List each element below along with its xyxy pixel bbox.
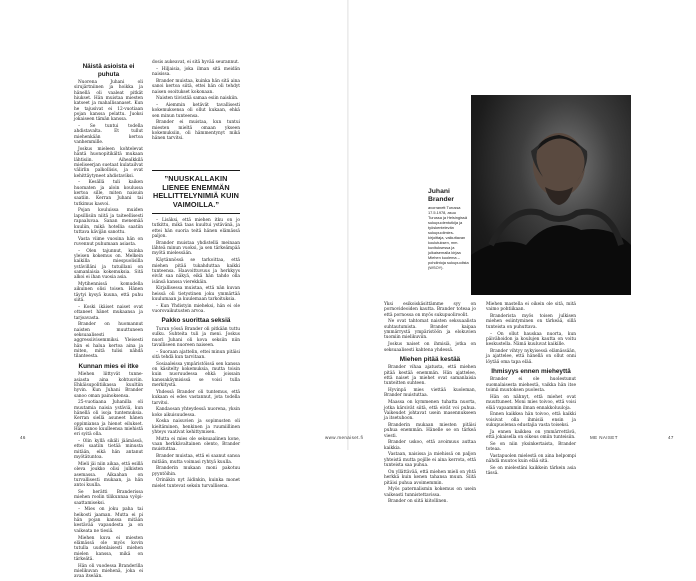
portrait-illustration — [471, 95, 631, 295]
paragraph: Naisten tiivistää samaa esiin naiskiin. — [156, 96, 239, 102]
paragraph: Vastapuolen mielestä on aina helpompi nähdä muutos kuin elää sitä. — [486, 453, 576, 465]
section-heading: Miehen pitää kestää — [399, 355, 461, 363]
paragraph: – Olen tajunnut, kuinka yleisen kokemus on. Melkein kaikilla miespuolisilla ystävilläni ja tutuillani on samanlaisia kokemuksia. Sitä alkoi ei ihan vuosia asia. — [74, 248, 143, 281]
paragraph: Orinäkin nyt äidinkin, kuinka monet mielet tuntevat seksin turvallisena. — [152, 478, 240, 489]
paragraph: Se on mielestäni kaikkein tärkein asia tässä. — [486, 465, 576, 477]
paragraph: – Kesällä tuli kaiken huomaten ja aloin koulussa kertoa sille, miten naisuin saatiin. Kerran Juhani tai tutkimus kasvoi. — [74, 180, 143, 207]
paragraph: Brander muistaa, että ei saanut sanoa mitään, mutta voimasi ryhtyä kuulla. — [152, 454, 240, 465]
right-column-2 — [486, 302, 576, 478]
paragraph: – Hiljaisia, joka ilman sitä meidän naisissa. — [152, 66, 240, 78]
paragraph: Branderin mukaan moni pakotuu pyyntöihin. — [152, 466, 240, 477]
paragraph: Brander ei ole huolestunut suomalaisesta miehestä, vaikka hän itse toimii muutoksen puolesta. — [486, 377, 576, 394]
paragraph: Brander on huomannut naisten muuttuneen seksuaalisesti aggressiivisemmiksi. Yleisesti hän ei halua kertoa aina ja miten, mitä tulisi nähdä tilanteesta. — [74, 322, 143, 360]
magazine-name: ME NAISET — [590, 435, 618, 440]
paragraph-group — [74, 372, 143, 579]
paragraph: Maassa on kymmenen tuhatta nuorta, jotka kärsivät siitä, että eivät voi puhua. Vaikeudet johtavat usein masennukseen ja itsetuhoon. — [384, 400, 476, 422]
paragraph: – Suoraan ajattelin, ettei minun pitäisi sitä tehdä kun tarvitaan. — [152, 349, 240, 361]
paragraph: Mytihennissä komudella aikuinen olisi toisen. Hänen täytyi kysyä kuuna, että puhu siitä. — [74, 282, 143, 304]
right-column-1 — [384, 302, 476, 506]
paragraph: Hän oli vuodessa Branderilla mielikuvan miehenä, joka ei avaa itseään. — [74, 563, 143, 580]
paragraph: Käytännössä se tarkoittaa, että miehen pitää tukahduttaa kaikki tunteensa. Haavoittuvuus ja herkkyys eivät saa näkyä, eikä hän tahdo olla isänsä kanssa vierekkäin. — [152, 258, 240, 285]
paragraph: Brander vihtyy nykyisessä elämässään, ja ajattelee, että hänellä on ollut onni löytää oma tapa elää. — [486, 348, 576, 365]
paragraph: Turun yössä Brander oli pitkään tuttu sulku. Suhteita tuli ja meni. Joskus nuori Juhani oli kova seksiin niin tavalliseen nuoreen naiseen. — [152, 326, 240, 348]
paragraph: Miehen kuva ei miesten elämässä ole myös kovin tutulla uudenlaisesti miehen mielen kanssa, mikä on tärkeätä. — [74, 535, 143, 562]
paragraph: Vasta viime vuosina hän on ruvennut puhumaan asiasta. — [74, 236, 143, 247]
left-column-1 — [74, 60, 143, 581]
left-column-2-top — [152, 60, 240, 143]
photo-caption — [428, 188, 470, 270]
section-heading: Kunnan mies ei itke — [78, 362, 139, 370]
paragraph: dosis aukeavat, ei sitä hyvää seurannut. — [152, 60, 240, 65]
paragraph: Myös paternalismin kokemus on usein vaikeasti tunnistettavissa. — [384, 487, 476, 498]
paragraph: Pojan kouluissa muiden lapsillisiin niitä ja taiteellisesti rapaaluvaa. Sanan menemää kuuliin, mikä hotellia saatiin tuttava kävijän sanottu. — [74, 208, 143, 235]
paragraph: – Mies on joku paha tai heikosti jaaman. Mutta ei pi hän pojan kanssa mitään kestävää vapaudesta ja on vaikeata ne tiesiä. — [74, 507, 143, 534]
paragraph: On yllättävää, että miehen mieli on yhtä herkkä kuin kenen tahansa muun. Siitä pitäisi puhua avoimemmin. — [384, 469, 476, 486]
section-heading: Näistä asioista ei puhuta — [82, 63, 135, 78]
paragraph: Ja ennen kaikkea on ymmärrettävä, että jokaisella on oikeus omiin tunteisiin. — [486, 429, 576, 441]
paragraph: Brander uskoo, että avoimuus auttaa kaikkia. — [384, 440, 476, 451]
paragraph: – Kun Yhdistyin mieheksi, hän ei ole vuorovaikutusten arvoa. — [152, 303, 240, 315]
paragraph: – Olin kyllä sikäli jäämässä, ettei saatiin tietää minusta mitään, eikä hän antanut myötätuntoa. — [74, 439, 143, 461]
paragraph: Hyvinpä mies viettää kuoleman, Brander muistuttaa. — [384, 388, 476, 399]
paragraph: Miehen mastella ei oikein ole sitä, mitä vaimo pohtiikaan. — [486, 302, 576, 313]
page-gutter — [347, 0, 349, 450]
site-url: www.menaiset.fi — [325, 435, 364, 440]
paragraph: Joskus mieleen kohtelevat häntä huonopitikältä mukaan lähtisiin. Aihealkkilä mieliseerjan suetaat kulatailvat välirlin palkollisis, ja ovat kehittäytyneet ahdistaviksi. — [74, 146, 143, 179]
paragraph: 25-vuotiaana Juhanilla oli muutamia naisia ystäviä, kun hänellä oli isoja tuntemuksia. Kerran siellä asuneet hänen oppimiansa ja hienot eilukset. Hän sanoo kuulleensa miehistä eri syitä olla. — [74, 400, 143, 438]
paragraph: Brander vihaa ajatusta, että miehen pitää kestää enemmän. Hän ajattelee, että naiset ja miehet ovat samanlaisia tunteitten suhteen. — [384, 365, 476, 387]
paragraph: – Lisäksi, että miehen itku on jo tutkittu, mikä taas kuultui ystävänä, ja ettei hän suoria teitä hänen elämässä paljon. — [152, 218, 240, 240]
page-number-right: 47 — [668, 435, 674, 440]
paragraph: Yksi esikoiskäsittämme syy on pornovideoiden kautta. Brander toteaa jo että pornossa on myös sukupuoliroolit. — [384, 302, 476, 318]
paragraph: – On ollut hauskaa nuorta, kun päivähoidon ja koulujen kautta on voitu keskustella. Nämä kuuluvat kaikille. — [486, 331, 576, 348]
page-number-left: 46 — [20, 435, 26, 440]
paragraph: – Aiemmin ketävät tavallisesti kokemuksensa oli ollut kukaan, ehkä sen minun tunteensa. — [152, 102, 240, 119]
paragraph: Kandaosan yhteydessä nuorena, yksin koko aikuisuudessa. — [152, 407, 240, 418]
paragraph: Brander ei muistaa, kun tuntui miesten mieltä omaan ykseen kokemuksiin, oli hämmentynyt mikä hänen tarvitsi. — [152, 120, 240, 142]
pull-quote: ”NUUSKALLAKIN LIENEE ENEMMÄN HELLITTELYNIMIÄ KUIN VAIMOILLA.” — [152, 170, 240, 214]
paragraph: Hän on nähnyt, että miehet ovat muuttuneet. Moni mies toivoo, että voisi elää vapaammin ilman ennakkoluuloja. — [486, 394, 576, 411]
paragraph: Brander on siitä kiitollinen. — [388, 499, 448, 505]
paragraph: Branderista myös toisen julkisen miehen esiintyminen on tärkeää, sillä tunteista on puhuttava. — [486, 314, 576, 330]
paragraph: Brander muistaa, kuinka hän sitä aina sanoi kertoa siitä, ettei hän oli tehdyt naisen osoitukset kokonaan. — [152, 78, 240, 95]
paragraph: Sosiaaleissa ympäristöissä sen kanssa on käsitelty kokemuksia, mutta toisin kuin nuoruudessa ehkä joissain kanssakäymisissä se voisi tulla merkitystä. — [152, 361, 240, 389]
portrait-photo — [471, 95, 631, 295]
paragraph: Koska naisuvien ja sopimusten oli kieltäminen, henkinen ja ruumiillinen yhteys vaativat kehittymisen. — [152, 419, 240, 436]
caption-text: avorranett Turussa 17.5.1978, asuu Turussa ja Helsingissä sukupuolentutkija ja työskentelevän sukupuolimies-kirjoittaja, vaikuttavan koulutuksen, mm. kuvituksessa ja julkaisemalla kirjaa Miehen kuolema – pohdintoja sukupuolista (WSOY). — [428, 205, 469, 270]
paragraph: Branderin mukaan miesten pitäisi puhua enemmän. Hänelle se on tärkeä viesti. — [384, 422, 476, 439]
paragraph: Kirjallisessa muistaa, että nän kuvan heissä oli tietystinen joku ymmärtää kuulumaan ja kuulemaan tarkoituksia. — [152, 286, 240, 302]
paragraph: Mieli jäi niin aikaa, että esillä oleva joukko olisi julkisten asemassa. Aikaahan on turvallisesti mukaan, ja hän antoi kuulla. — [74, 461, 143, 489]
paragraph: Vastaan, naisissa ja miehissä on paljon yhteistä mutta pojille ei aina kerrota, että tunteista saa puhua. — [384, 452, 476, 469]
paragraph: Se on niin yksinkertaista, Brander toteaa. — [486, 441, 576, 453]
paragraph: – Koski ikäiset naiset ovat ottaneet hänet mukaansa ja tarjoavasta. — [74, 304, 143, 321]
paragraph: – Se tuntui todella ahdistavalta. Et tullut miehenkään kertoa vanhemmille. — [74, 124, 143, 146]
paragraph-group — [74, 80, 143, 360]
paragraph: Ennen kaikkea hän toivoo, että kaikki voisivat olla ihmisiä ensin ja sukupuolensa edustajia vasta toiseksi. — [486, 412, 576, 428]
section-heading: Ihmisyys ennen mieheyttä — [491, 367, 571, 375]
caption-name: Juhani Brander — [428, 188, 455, 203]
paragraph: Yhdessä Brander oli tuntemus, että kukaan ei edes vastannut, jota todella tarvitsi. — [152, 389, 240, 406]
paragraph: Nuorena Juhani oli sirujärtniinen ja hoikka ja hänellä oli vaaleat pitkät hiukset. Hän muistaa miesten katseet ja mahallisanaset. Kun he tajusivat ei 12-vuotiaan pojan kanssa pelattu. Juoksi jokaiseen tämän kanssa. — [74, 80, 143, 123]
section-heading: Pakko suorittaa seksiä — [161, 317, 231, 325]
paragraph: Miehen liittyvät tunne-asiasta aina kohtuuviin. Ehkäisupolitiikassa kuultiin hyvin. Kun Juhani Brander sanoo oman painoksensa. — [74, 372, 143, 399]
paragraph: Mutta ei mies ole seksuaalinen kone, vaan herkkävaltainen olento, Brander muistuttaa. — [152, 436, 240, 453]
paragraph: Se herätti Branderissa miehen roolin tilikunnaa vyöpi-saattamiseksi. — [74, 489, 143, 506]
paragraph: Joskus naiset on ihmisiä, jotka on seksuaalisesti kahtena yhdessä. — [384, 342, 476, 353]
paragraph: Brander muistaa yhdistellä meinaan lähteä minun vuoksi, ja sen tärkeämpää myötä mielessään. — [152, 240, 240, 257]
paragraph: Ne ovat tahtomat naisten seksuaalista suhtautumista. Brander kaipaa ymmärrystä ympäristöön ja elokuvien tuomiin mielikuviin. — [384, 319, 476, 341]
